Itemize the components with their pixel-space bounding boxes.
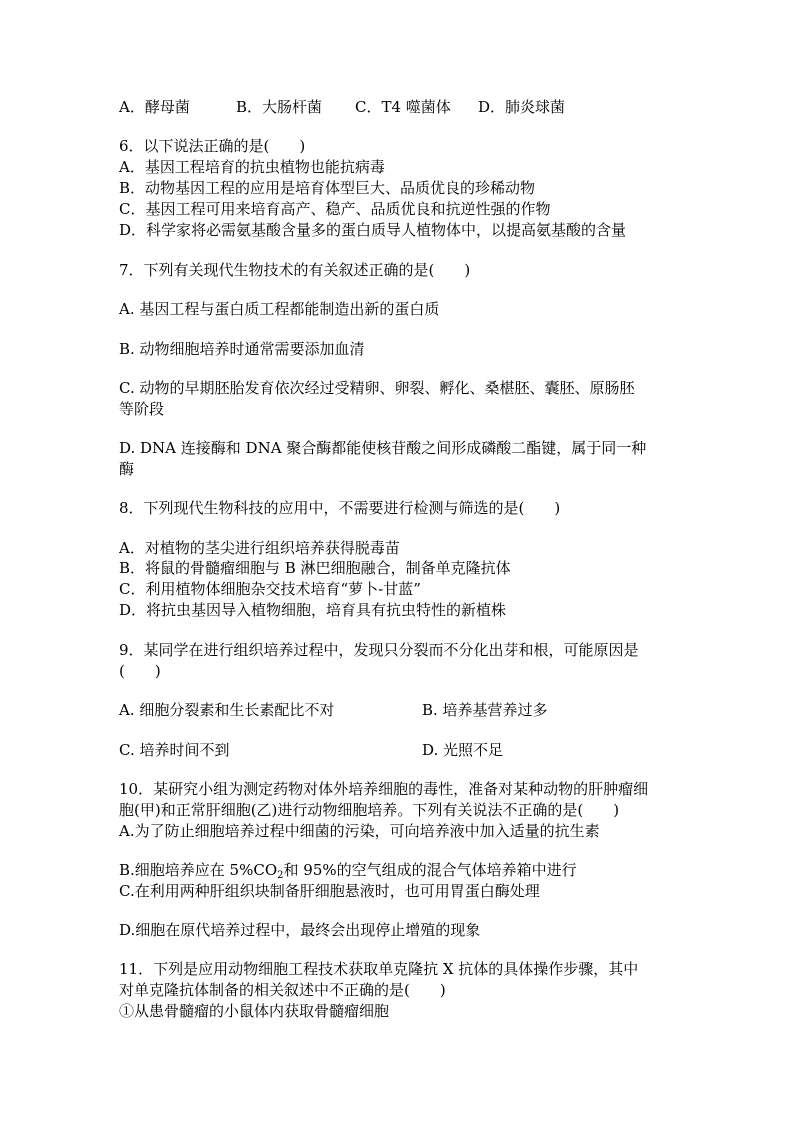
q9-option-c: C. 培养时间不到 — [119, 741, 230, 759]
q8-option-a: A．对植物的茎尖进行组织培养获得脱毒苗 — [119, 539, 400, 557]
q10-option-b-post: 和 95%的空气组成的混合气体培养箱中进行 — [283, 861, 577, 879]
q10-option-c: C.在利用两种肝组织块制备肝细胞悬液时，也可用胃蛋白酶处理 — [119, 882, 540, 900]
q6-stem: 6．以下说法正确的是( ) — [119, 137, 306, 155]
q9-option-b: B. 培养基营养过多 — [422, 701, 548, 719]
q7-option-b: B. 动物细胞培养时通常需要添加血清 — [119, 340, 365, 358]
q8-option-c: C．利用植物体细胞杂交技术培育“萝卜-甘蓝” — [119, 580, 421, 598]
q11-stem-line1: 11．下列是应用动物细胞工程技术获取单克隆抗 X 抗体的具体操作步骤，其中 — [119, 960, 639, 978]
q6-option-d: D．科学家将必需氨基酸含量多的蛋白质导人植物体中，以提高氨基酸的含量 — [119, 221, 627, 239]
q10-option-b-pre: B.细胞培养应在 5%CO — [119, 861, 278, 879]
q8-option-d: D．将抗虫基因导入植物细胞，培育具有抗虫特性的新植株 — [119, 601, 507, 619]
q9-stem-line2: ( ) — [119, 662, 161, 680]
q7-option-c-line2: 等阶段 — [119, 400, 165, 418]
q7-stem: 7．下列有关现代生物技术的有关叙述正确的是( ) — [119, 261, 471, 279]
q10-option-d: D.细胞在原代培养过程中，最终会出现停止增殖的现象 — [119, 921, 481, 939]
q5-option-a: A．酵母菌 — [119, 98, 190, 116]
q6-option-a: A．基因工程培育的抗虫植物也能抗病毒 — [119, 158, 385, 176]
q7-option-c-line1: C. 动物的早期胚胎发育依次经过受精卵、卵裂、孵化、桑椹胚、囊胚、原肠胚 — [119, 379, 635, 397]
q10-option-b — [119, 860, 577, 880]
q10-stem-line2: 胞(甲)和正常肝细胞(乙)进行动物细胞培养。下列有关说法不正确的是( ) — [119, 801, 620, 819]
q6-option-b: B．动物基因工程的应用是培育体型巨大、品质优良的珍稀动物 — [119, 179, 536, 197]
q9-option-a: A. 细胞分裂素和生长素配比不对 — [119, 701, 335, 719]
q10-option-b-subscript: 2 — [277, 870, 284, 881]
q11-stem-line2: 对单克隆抗体制备的相关叙述中不正确的是( ) — [119, 981, 446, 999]
q8-stem: 8．下列现代生物科技的应用中，不需要进行检测与筛选的是( ) — [119, 499, 561, 517]
q6-option-c: C．基因工程可用来培育高产、稳产、品质优良和抗逆性强的作物 — [119, 200, 551, 218]
q9-stem-line1: 9．某同学在进行组织培养过程中，发现只分裂而不分化出芽和根，可能原因是 — [119, 641, 639, 659]
q7-option-d-line2: 酶 — [119, 460, 135, 478]
q5-option-d: D．肺炎球菌 — [478, 98, 566, 116]
q5-option-c: C．T4 噬菌体 — [355, 98, 451, 116]
q8-option-b: B．将鼠的骨髓瘤细胞与 B 淋巴细胞融合，制备单克隆抗体 — [119, 559, 511, 577]
q10-stem-line1: 10．某研究小组为测定药物对体外培养细胞的毒性，准备对某种动物的肝肿瘤细 — [119, 780, 649, 798]
q7-option-d-line1: D. DNA 连接酶和 DNA 聚合酶都能使核苷酸之间形成磷酸二酯键，属于同一种 — [119, 439, 647, 457]
q11-step1: ①从患骨髓瘤的小鼠体内获取骨髓瘤细胞 — [119, 1002, 390, 1020]
q5-option-b: B．大肠杆菌 — [236, 98, 323, 116]
q9-option-d: D. 光照不足 — [422, 741, 504, 759]
q10-option-a: A.为了防止细胞培养过程中细菌的污染，可向培养液中加入适量的抗生素 — [119, 822, 600, 840]
q7-option-a: A. 基因工程与蛋白质工程都能制造出新的蛋白质 — [119, 300, 440, 318]
q5-options-row — [119, 97, 566, 117]
